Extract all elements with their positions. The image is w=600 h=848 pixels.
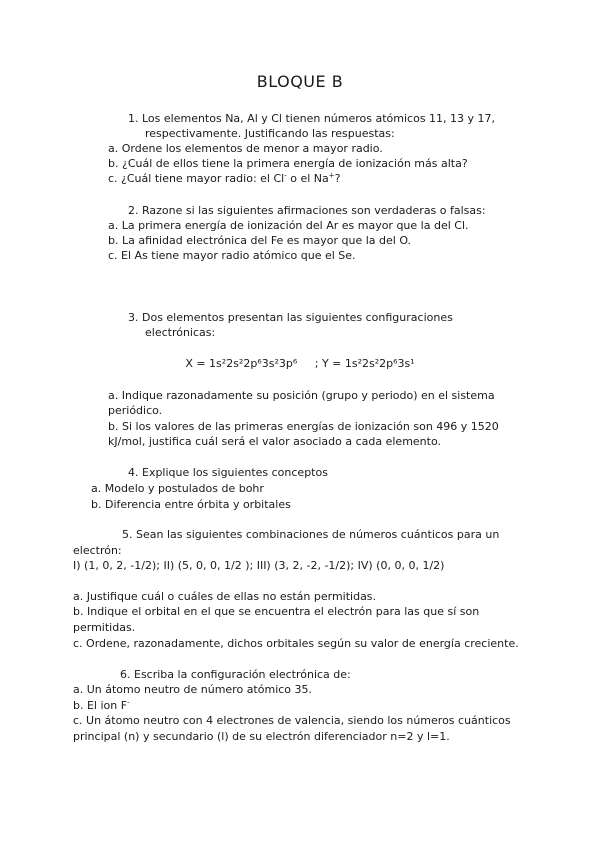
q1-item-c-mid: o el Na	[286, 172, 329, 185]
q3-text-line1: 3. Dos elementos presentan las siguientes configuraciones	[128, 311, 453, 324]
q3-item-a-line2: periódico.	[108, 404, 163, 417]
q5-item-a: a. Justifique cuál o cuáles de ellas no están permitidas.	[73, 590, 377, 603]
q1-item-c-post: ?	[334, 172, 341, 185]
q6-item-c-line2: principal (n) y secundario (l) de su electrón diferenciador n=2 y l=1.	[73, 730, 450, 743]
q2-text: 2. Razone si las siguientes afirmaciones son verdaderas o falsas:	[128, 204, 486, 217]
q4-item-b: b. Diferencia entre órbita y orbitales	[91, 498, 291, 511]
q3-item-b-line1: b. Si los valores de las primeras energías de ionización son 496 y 1520	[108, 420, 499, 433]
q1-text-line1: 1. Los elementos Na, Al y Cl tienen números atómicos 11, 13 y 17,	[128, 112, 496, 125]
q4-item-a: a. Modelo y postulados de bohr	[91, 482, 264, 495]
q6-item-b-pre: b. El ion F	[73, 699, 128, 712]
q1-item-a: a. Ordene los elementos de menor a mayor radio.	[108, 142, 383, 155]
q1-item-c-pre: c. ¿Cuál tiene mayor radio: el Cl	[108, 172, 285, 185]
q3-text-line2: electrónicas:	[145, 326, 216, 339]
q5-text-line2: electrón:	[73, 544, 122, 557]
q5-text-line1: 5. Sean las siguientes combinaciones de números cuánticos para un	[122, 528, 500, 541]
q6-item-c-line1: c. Un átomo neutro con 4 electrones de valencia, siendo los números cuánticos	[73, 714, 511, 727]
q3-configurations: X = 1s²2s²2p⁶3s²3p⁶ ; Y = 1s²2s²2p⁶3s¹	[185, 357, 415, 370]
q3-item-a-line1: a. Indique razonadamente su posición (grupo y periodo) en el sistema	[108, 389, 495, 402]
q6-item-a: a. Un átomo neutro de número atómico 35.	[73, 683, 313, 696]
page-title: BLOQUE B	[256, 72, 344, 91]
q6-text: 6. Escriba la configuración electrónica de:	[120, 668, 351, 681]
q5-quantum-combinations: I) (1, 0, 2, -1/2); II) (5, 0, 0, 1/2 ); III) (3, 2, -2, -1/2); IV) (0, 0, 0, 1/2)	[73, 559, 445, 572]
q2-item-a: a. La primera energía de ionización del Ar es mayor que la del Cl.	[108, 219, 469, 232]
q1-text-line2: respectivamente. Justificando las respuestas:	[145, 127, 395, 140]
chloride-charge: -	[284, 171, 287, 180]
q5-item-c: c. Ordene, razonadamente, dichos orbitales según su valor de energía creciente.	[73, 637, 519, 650]
q4-text: 4. Explique los siguientes conceptos	[128, 466, 328, 479]
q5-item-b-line2: permitidas.	[73, 621, 136, 634]
q6-item-b	[73, 698, 130, 713]
q2-item-b: b. La afinidad electrónica del Fe es mayor que la del O.	[108, 234, 412, 247]
fluoride-charge: -	[127, 698, 130, 707]
q1-item-c	[108, 171, 340, 186]
q1-item-b: b. ¿Cuál de ellos tiene la primera energía de ionización más alta?	[108, 157, 468, 170]
q2-item-c: c. El As tiene mayor radio atómico que el Se.	[108, 249, 356, 262]
q5-item-b-line1: b. Indique el orbital en el que se encuentra el electrón para las que sí son	[73, 605, 480, 618]
sodium-charge: +	[328, 171, 335, 180]
q3-item-b-line2: kJ/mol, justifica cuál será el valor asociado a cada elemento.	[108, 435, 441, 448]
